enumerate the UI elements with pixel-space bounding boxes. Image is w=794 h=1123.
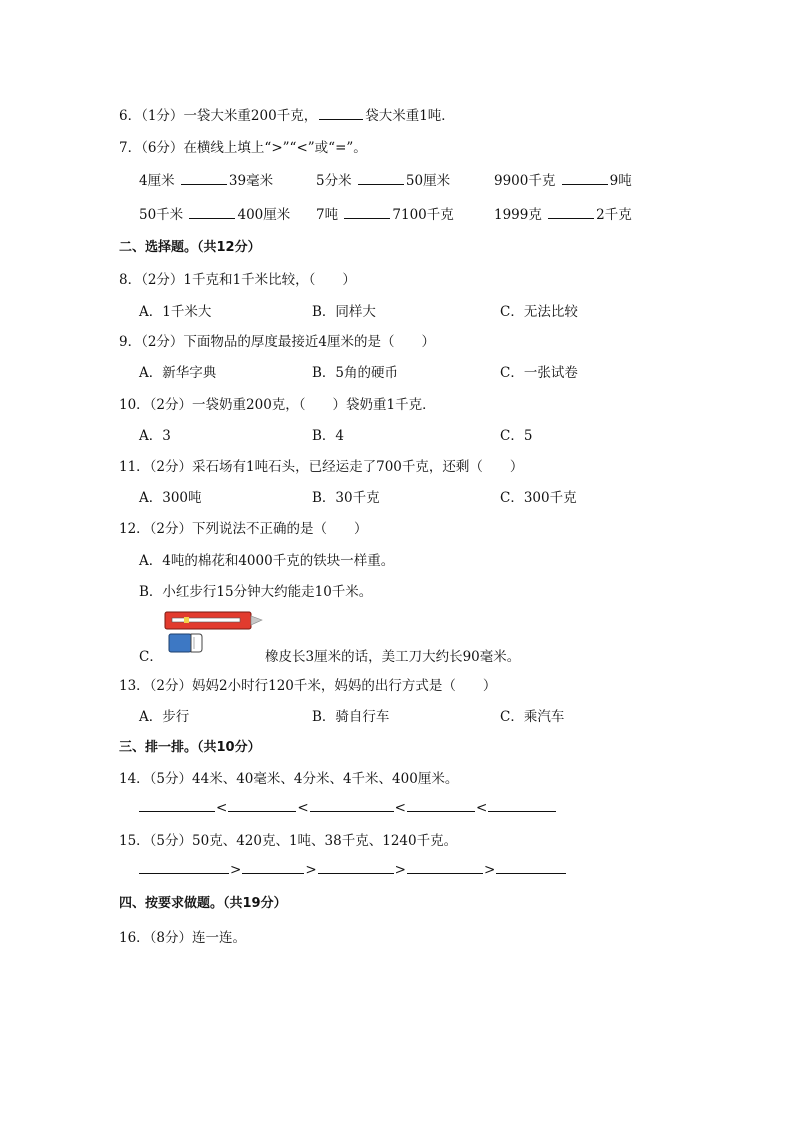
compare-blank[interactable] <box>562 172 608 185</box>
q15-blank-2[interactable] <box>242 861 304 874</box>
compare-left: 50千米 <box>139 207 184 223</box>
q8-option-b[interactable]: B．同样大 <box>312 304 376 320</box>
compare-left: 9900千克 <box>494 173 556 189</box>
compare-item <box>494 169 632 189</box>
q9-option-a[interactable]: A．新华字典 <box>139 365 217 381</box>
q15-blank-3[interactable] <box>318 861 394 874</box>
q10-option-a[interactable]: A．3 <box>139 428 171 444</box>
q12-option-a[interactable]: A．4吨的棉花和4000千克的铁块一样重。 <box>139 553 395 569</box>
compare-blank[interactable] <box>189 206 235 219</box>
compare-item <box>494 203 632 223</box>
less-than-symbol: < <box>394 800 406 816</box>
q11-option-c[interactable]: C．300千克 <box>500 490 577 506</box>
compare-item <box>139 203 290 223</box>
greater-than-symbol: > <box>394 862 406 878</box>
question-15-stem: 15．（5分）50克、420克、1吨、38千克、1240千克。 <box>119 833 458 849</box>
utility-knife-icon <box>165 612 262 629</box>
compare-left: 7吨 <box>316 207 339 223</box>
question-7 <box>119 136 367 156</box>
compare-blank[interactable] <box>344 206 390 219</box>
compare-right: 400厘米 <box>237 207 291 223</box>
question-13-stem: 13．（2分）妈妈2小时行120千米，妈妈的出行方式是（ ） <box>119 678 497 694</box>
q14-blank-2[interactable] <box>228 799 296 812</box>
compare-item <box>316 169 450 189</box>
less-than-symbol: < <box>475 800 488 816</box>
compare-blank[interactable] <box>181 172 227 185</box>
compare-right: 7100千克 <box>392 207 454 223</box>
greater-than-symbol: > <box>305 862 317 878</box>
compare-item <box>316 203 454 223</box>
compare-blank[interactable] <box>358 172 404 185</box>
q12-option-c-label: C． <box>139 649 163 665</box>
q15-blank-1[interactable] <box>139 861 229 874</box>
q6-score: （1分） <box>141 108 184 124</box>
question-14-stem: 14．（5分）44米、40毫米、4分米、4千米、400厘米。 <box>119 771 459 787</box>
compare-right: 2千克 <box>596 207 632 223</box>
q6-text-post: 袋大米重1吨． <box>365 108 455 124</box>
q11-option-a[interactable]: A．300吨 <box>139 490 202 506</box>
compare-right: 9吨 <box>609 173 632 189</box>
q13-option-b[interactable]: B．骑自行车 <box>312 709 390 725</box>
q7-text: 在横线上填上“>”“<”或“=”。 <box>183 140 367 156</box>
q14-blank-5[interactable] <box>488 799 556 812</box>
question-11-stem: 11．（2分）采石场有1吨石头，已经运走了700千克，还剩（ ） <box>119 459 524 475</box>
compare-left: 4厘米 <box>139 173 175 189</box>
q9-option-b[interactable]: B．5角的硬币 <box>312 365 399 381</box>
utility-knife-and-eraser-illustration <box>164 609 264 657</box>
eraser-icon <box>169 634 202 652</box>
less-than-symbol: < <box>297 800 309 816</box>
question-6 <box>119 104 455 124</box>
section-3-heading: 三、排一排。（共10分） <box>119 740 261 755</box>
q13-option-c[interactable]: C．乘汽车 <box>500 709 565 725</box>
question-12-stem: 12．（2分）下列说法不正确的是（ ） <box>119 521 368 537</box>
q14-blank-4[interactable] <box>407 799 475 812</box>
question-8-stem: 8．（2分）1千克和1千米比较，（ ） <box>119 272 356 288</box>
section-2-heading: 二、选择题。（共12分） <box>119 240 261 255</box>
q15-blank-5[interactable] <box>496 861 566 874</box>
q9-option-c[interactable]: C．一张试卷 <box>500 365 578 381</box>
q6-number: 6． <box>119 108 142 124</box>
q15-blank-4[interactable] <box>407 861 483 874</box>
compare-blank[interactable] <box>548 206 594 219</box>
compare-left: 5分米 <box>316 173 352 189</box>
compare-right: 39毫米 <box>228 173 274 189</box>
question-16-stem: 16．（8分）连一连。 <box>119 930 247 946</box>
q12-option-b[interactable]: B．小红步行15分钟大约能走10千米。 <box>139 584 373 600</box>
section-4-heading: 四、按要求做题。（共19分） <box>119 896 287 911</box>
q15-ordering-row <box>139 861 566 878</box>
q14-ordering-row <box>139 799 556 816</box>
greater-than-symbol: > <box>230 862 242 878</box>
q6-answer-blank[interactable] <box>319 107 363 120</box>
q13-option-a[interactable]: A．步行 <box>139 709 190 725</box>
question-9-stem: 9．（2分）下面物品的厚度最接近4厘米的是（ ） <box>119 334 436 350</box>
q14-blank-3[interactable] <box>310 799 394 812</box>
compare-right: 50厘米 <box>405 173 451 189</box>
q11-option-b[interactable]: B．30千克 <box>312 490 380 506</box>
q7-number: 7． <box>119 140 142 156</box>
greater-than-symbol: > <box>483 862 496 878</box>
q8-option-a[interactable]: A．1千米大 <box>139 304 212 320</box>
less-than-symbol: < <box>216 800 228 816</box>
q12-option-c-text: 橡皮长3厘米的话，美工刀大约长90毫米。 <box>265 649 521 665</box>
q6-text-pre: 一袋大米重200千克， <box>183 108 318 124</box>
q10-option-b[interactable]: B．4 <box>312 428 345 444</box>
q12-option-c[interactable] <box>139 645 163 665</box>
compare-left: 1999克 <box>494 207 542 223</box>
question-10-stem: 10．（2分）一袋奶重200克，（ ）袋奶重1千克． <box>119 397 436 413</box>
q14-blank-1[interactable] <box>139 799 215 812</box>
q10-option-c[interactable]: C．5 <box>500 428 533 444</box>
compare-item <box>139 169 273 189</box>
q7-score: （6分） <box>141 140 184 156</box>
q8-option-c[interactable]: C．无法比较 <box>500 304 578 320</box>
